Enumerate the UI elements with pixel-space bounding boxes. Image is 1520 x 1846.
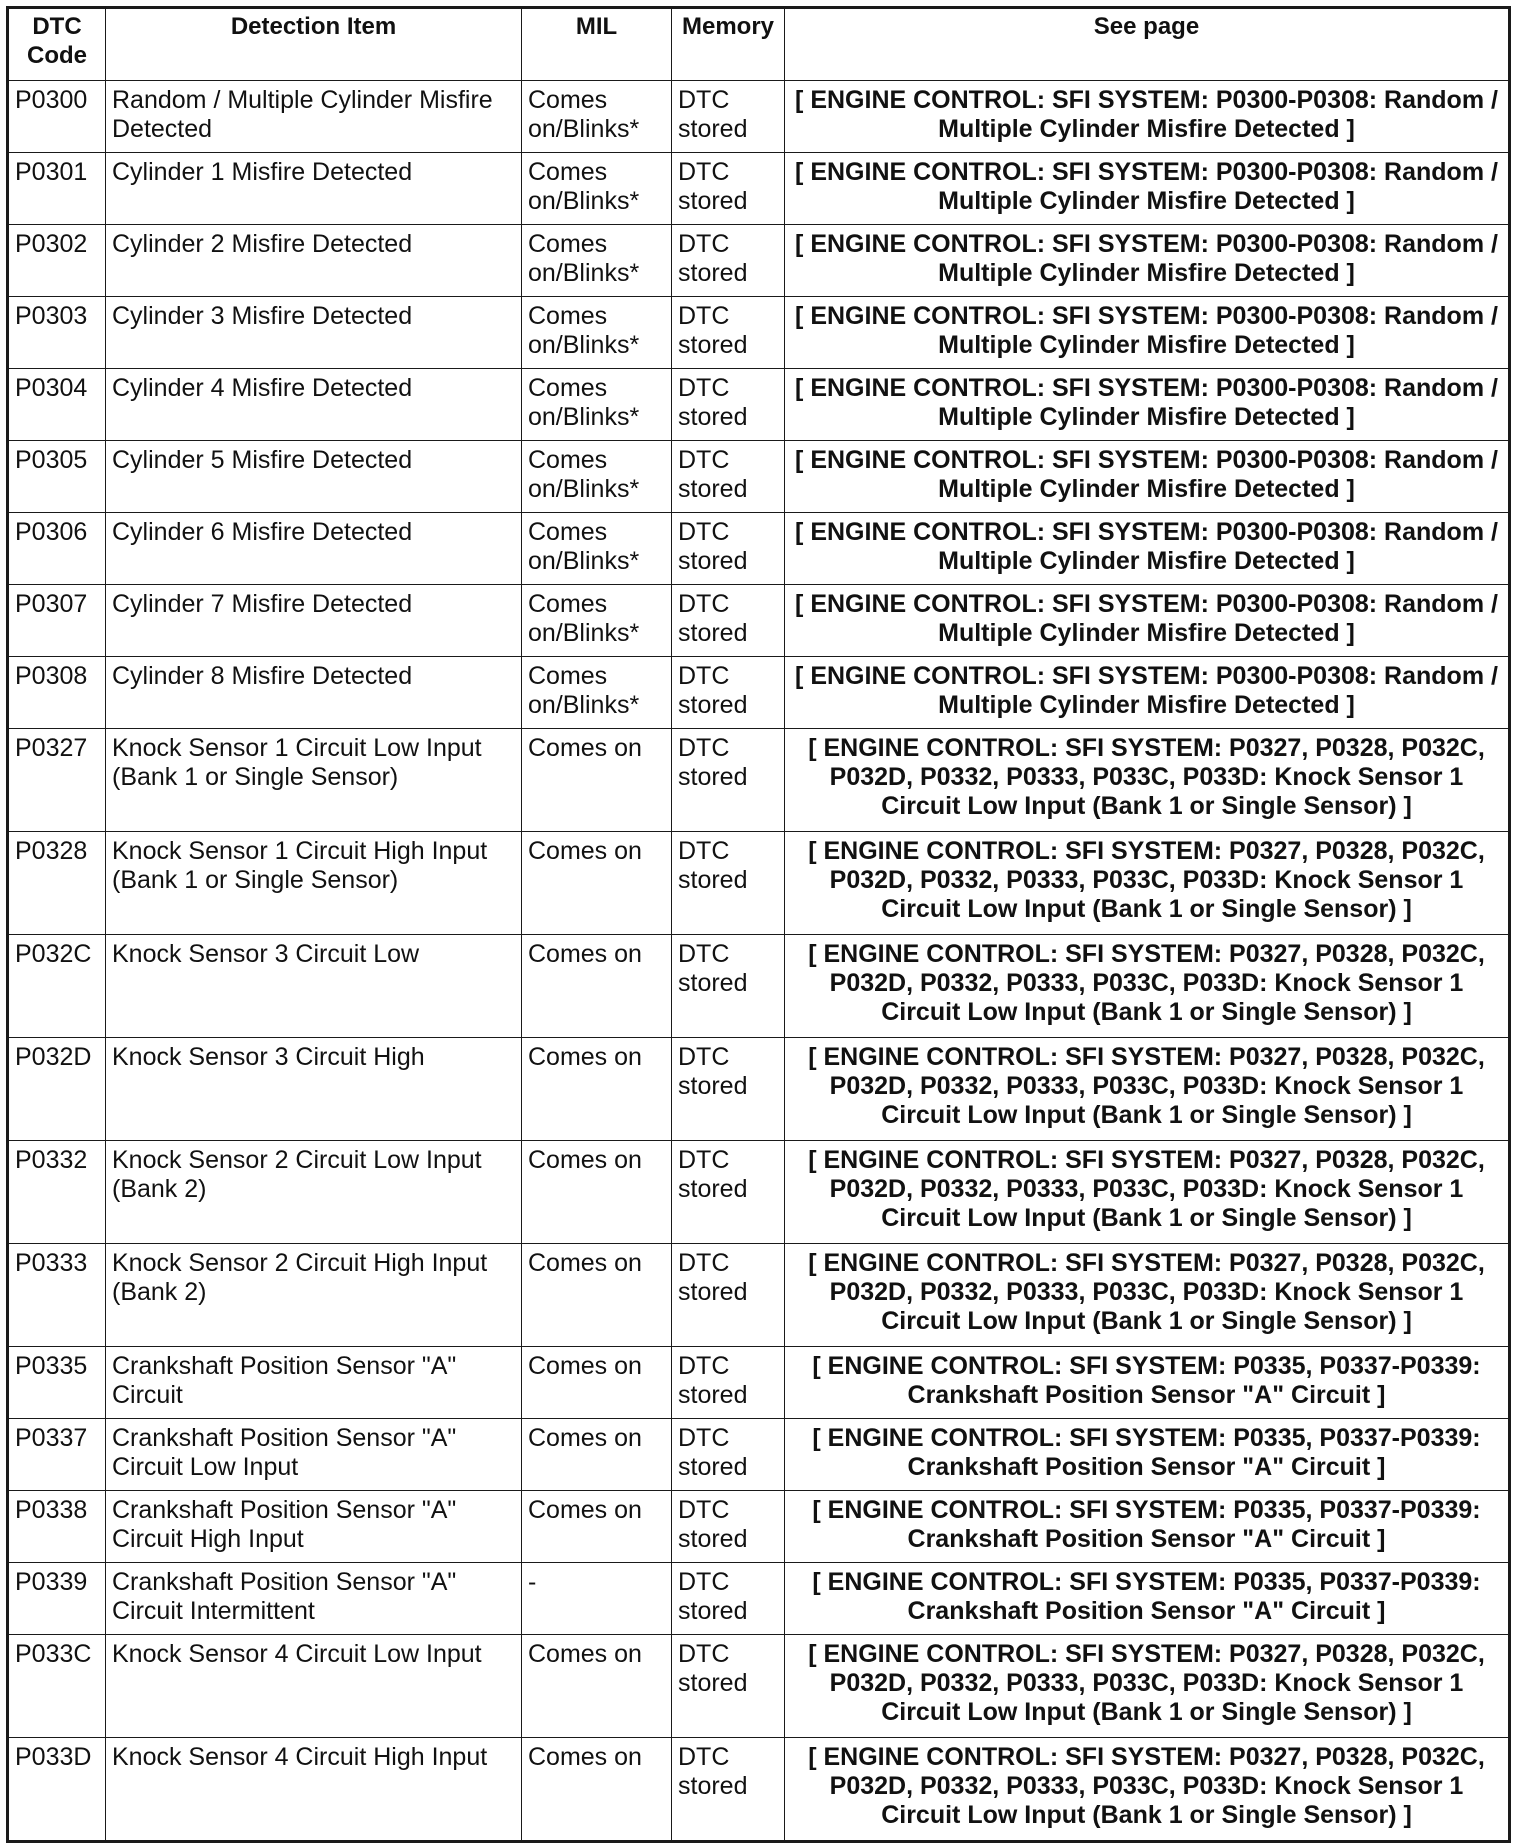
mil-cell: Comes on: [522, 1347, 672, 1419]
header-memory: Memory: [672, 8, 785, 81]
memory-cell: DTC stored: [672, 1563, 785, 1635]
table-row: [8, 1738, 1510, 1842]
dtc-table: [6, 6, 1511, 1843]
memory-cell: DTC stored: [672, 441, 785, 513]
see-page-link[interactable]: [ ENGINE CONTROL: SFI SYSTEM: P0300-P0308: Random / Multiple Cylinder Misfire Detected ]: [785, 225, 1510, 297]
detection-item-cell: Crankshaft Position Sensor "A" Circuit High Input: [106, 1491, 522, 1563]
table-row: [8, 1635, 1510, 1738]
header-mil: MIL: [522, 8, 672, 81]
table-row: [8, 657, 1510, 729]
memory-cell: DTC stored: [672, 832, 785, 935]
detection-item-cell: Cylinder 5 Misfire Detected: [106, 441, 522, 513]
table-row: [8, 153, 1510, 225]
detection-item-cell: Crankshaft Position Sensor "A" Circuit Intermittent: [106, 1563, 522, 1635]
detection-item-cell: Cylinder 3 Misfire Detected: [106, 297, 522, 369]
table-row: [8, 297, 1510, 369]
detection-item-cell: Knock Sensor 3 Circuit High: [106, 1038, 522, 1141]
mil-cell: Comes on: [522, 1038, 672, 1141]
mil-cell: Comes on: [522, 1419, 672, 1491]
dtc-code-cell: P0303: [8, 297, 106, 369]
memory-cell: DTC stored: [672, 1635, 785, 1738]
see-page-link[interactable]: [ ENGINE CONTROL: SFI SYSTEM: P0327, P0328, P032C, P032D, P0332, P0333, P033C, P033D: Knock Sensor 1 Circuit Low Input (Bank 1 or Single Sensor) ]: [785, 935, 1510, 1038]
see-page-link[interactable]: [ ENGINE CONTROL: SFI SYSTEM: P0300-P0308: Random / Multiple Cylinder Misfire Detected ]: [785, 513, 1510, 585]
mil-cell: Comes on/Blinks*: [522, 225, 672, 297]
table-row: [8, 225, 1510, 297]
memory-cell: DTC stored: [672, 1141, 785, 1244]
table-row: [8, 585, 1510, 657]
dtc-code-cell: P0307: [8, 585, 106, 657]
memory-cell: DTC stored: [672, 513, 785, 585]
table-row: [8, 513, 1510, 585]
table-row: [8, 1419, 1510, 1491]
dtc-code-cell: P0335: [8, 1347, 106, 1419]
dtc-code-cell: P0308: [8, 657, 106, 729]
detection-item-cell: Random / Multiple Cylinder Misfire Detected: [106, 81, 522, 153]
memory-cell: DTC stored: [672, 729, 785, 832]
detection-item-cell: Knock Sensor 4 Circuit High Input: [106, 1738, 522, 1842]
dtc-code-cell: P0306: [8, 513, 106, 585]
mil-cell: Comes on/Blinks*: [522, 513, 672, 585]
header-dtc-code: DTC Code: [8, 8, 106, 81]
mil-cell: Comes on: [522, 1635, 672, 1738]
see-page-link[interactable]: [ ENGINE CONTROL: SFI SYSTEM: P0300-P0308: Random / Multiple Cylinder Misfire Detected ]: [785, 585, 1510, 657]
table-row: [8, 832, 1510, 935]
detection-item-cell: Cylinder 8 Misfire Detected: [106, 657, 522, 729]
table-row: [8, 369, 1510, 441]
dtc-code-cell: P0302: [8, 225, 106, 297]
mil-cell: Comes on: [522, 1738, 672, 1842]
memory-cell: DTC stored: [672, 225, 785, 297]
memory-cell: DTC stored: [672, 1244, 785, 1347]
memory-cell: DTC stored: [672, 935, 785, 1038]
table-row: [8, 1038, 1510, 1141]
mil-cell: Comes on: [522, 832, 672, 935]
detection-item-cell: Cylinder 7 Misfire Detected: [106, 585, 522, 657]
mil-cell: Comes on: [522, 1491, 672, 1563]
dtc-code-cell: P033D: [8, 1738, 106, 1842]
mil-cell: Comes on/Blinks*: [522, 81, 672, 153]
header-detection-item: Detection Item: [106, 8, 522, 81]
mil-cell: Comes on: [522, 729, 672, 832]
dtc-code-cell: P0338: [8, 1491, 106, 1563]
table-row: [8, 1347, 1510, 1419]
detection-item-cell: Cylinder 2 Misfire Detected: [106, 225, 522, 297]
see-page-link[interactable]: [ ENGINE CONTROL: SFI SYSTEM: P0300-P0308: Random / Multiple Cylinder Misfire Detected ]: [785, 369, 1510, 441]
detection-item-cell: Crankshaft Position Sensor "A" Circuit Low Input: [106, 1419, 522, 1491]
mil-cell: Comes on: [522, 1141, 672, 1244]
see-page-link[interactable]: [ ENGINE CONTROL: SFI SYSTEM: P0300-P0308: Random / Multiple Cylinder Misfire Detected ]: [785, 81, 1510, 153]
detection-item-cell: Knock Sensor 1 Circuit Low Input (Bank 1 or Single Sensor): [106, 729, 522, 832]
memory-cell: DTC stored: [672, 1738, 785, 1842]
table-row: [8, 81, 1510, 153]
dtc-code-cell: P0304: [8, 369, 106, 441]
memory-cell: DTC stored: [672, 585, 785, 657]
mil-cell: Comes on/Blinks*: [522, 657, 672, 729]
memory-cell: DTC stored: [672, 153, 785, 225]
dtc-code-cell: P0301: [8, 153, 106, 225]
memory-cell: DTC stored: [672, 657, 785, 729]
memory-cell: DTC stored: [672, 369, 785, 441]
mil-cell: Comes on/Blinks*: [522, 441, 672, 513]
memory-cell: DTC stored: [672, 297, 785, 369]
detection-item-cell: Knock Sensor 1 Circuit High Input (Bank 1 or Single Sensor): [106, 832, 522, 935]
memory-cell: DTC stored: [672, 81, 785, 153]
detection-item-cell: Cylinder 4 Misfire Detected: [106, 369, 522, 441]
table-row: [8, 1141, 1510, 1244]
see-page-link[interactable]: [ ENGINE CONTROL: SFI SYSTEM: P0300-P0308: Random / Multiple Cylinder Misfire Detected ]: [785, 297, 1510, 369]
see-page-link[interactable]: [ ENGINE CONTROL: SFI SYSTEM: P0300-P0308: Random / Multiple Cylinder Misfire Detected ]: [785, 657, 1510, 729]
table-row: [8, 729, 1510, 832]
table-row: [8, 1563, 1510, 1635]
see-page-link[interactable]: [ ENGINE CONTROL: SFI SYSTEM: P0327, P0328, P032C, P032D, P0332, P0333, P033C, P033D: Knock Sensor 1 Circuit Low Input (Bank 1 or Single Sensor) ]: [785, 1244, 1510, 1347]
memory-cell: DTC stored: [672, 1347, 785, 1419]
memory-cell: DTC stored: [672, 1038, 785, 1141]
mil-cell: Comes on/Blinks*: [522, 585, 672, 657]
dtc-code-cell: P0328: [8, 832, 106, 935]
header-see-page: See page: [785, 8, 1510, 81]
dtc-code-cell: P032D: [8, 1038, 106, 1141]
see-page-link[interactable]: [ ENGINE CONTROL: SFI SYSTEM: P0327, P0328, P032C, P032D, P0332, P0333, P033C, P033D: Knock Sensor 1 Circuit Low Input (Bank 1 or Single Sensor) ]: [785, 1635, 1510, 1738]
see-page-link[interactable]: [ ENGINE CONTROL: SFI SYSTEM: P0327, P0328, P032C, P032D, P0332, P0333, P033C, P033D: Knock Sensor 1 Circuit Low Input (Bank 1 or Single Sensor) ]: [785, 1038, 1510, 1141]
table-header-row: [8, 8, 1510, 81]
table-body: [8, 81, 1510, 1842]
see-page-link[interactable]: [ ENGINE CONTROL: SFI SYSTEM: P0327, P0328, P032C, P032D, P0332, P0333, P033C, P033D: Knock Sensor 1 Circuit Low Input (Bank 1 or Single Sensor) ]: [785, 1141, 1510, 1244]
dtc-code-cell: P0305: [8, 441, 106, 513]
mil-cell: Comes on: [522, 1244, 672, 1347]
mil-cell: Comes on/Blinks*: [522, 297, 672, 369]
memory-cell: DTC stored: [672, 1491, 785, 1563]
dtc-code-cell: P0333: [8, 1244, 106, 1347]
dtc-code-cell: P032C: [8, 935, 106, 1038]
table-row: [8, 1244, 1510, 1347]
dtc-code-cell: P033C: [8, 1635, 106, 1738]
mil-cell: Comes on: [522, 935, 672, 1038]
detection-item-cell: Cylinder 1 Misfire Detected: [106, 153, 522, 225]
see-page-link[interactable]: [ ENGINE CONTROL: SFI SYSTEM: P0327, P0328, P032C, P032D, P0332, P0333, P033C, P033D: Knock Sensor 1 Circuit Low Input (Bank 1 or Single Sensor) ]: [785, 1738, 1510, 1842]
see-page-link[interactable]: [ ENGINE CONTROL: SFI SYSTEM: P0335, P0337-P0339: Crankshaft Position Sensor "A" Circuit ]: [785, 1347, 1510, 1419]
table-row: [8, 935, 1510, 1038]
see-page-link[interactable]: [ ENGINE CONTROL: SFI SYSTEM: P0335, P0337-P0339: Crankshaft Position Sensor "A" Circuit ]: [785, 1491, 1510, 1563]
dtc-code-cell: P0327: [8, 729, 106, 832]
detection-item-cell: Cylinder 6 Misfire Detected: [106, 513, 522, 585]
see-page-link[interactable]: [ ENGINE CONTROL: SFI SYSTEM: P0300-P0308: Random / Multiple Cylinder Misfire Detected ]: [785, 441, 1510, 513]
detection-item-cell: Knock Sensor 2 Circuit High Input (Bank 2): [106, 1244, 522, 1347]
dtc-code-cell: P0332: [8, 1141, 106, 1244]
dtc-code-cell: P0300: [8, 81, 106, 153]
see-page-link[interactable]: [ ENGINE CONTROL: SFI SYSTEM: P0300-P0308: Random / Multiple Cylinder Misfire Detected ]: [785, 153, 1510, 225]
see-page-link[interactable]: [ ENGINE CONTROL: SFI SYSTEM: P0335, P0337-P0339: Crankshaft Position Sensor "A" Circuit ]: [785, 1563, 1510, 1635]
detection-item-cell: Knock Sensor 4 Circuit Low Input: [106, 1635, 522, 1738]
see-page-link[interactable]: [ ENGINE CONTROL: SFI SYSTEM: P0327, P0328, P032C, P032D, P0332, P0333, P033C, P033D: Knock Sensor 1 Circuit Low Input (Bank 1 or Single Sensor) ]: [785, 832, 1510, 935]
table-row: [8, 1491, 1510, 1563]
mil-cell: Comes on/Blinks*: [522, 369, 672, 441]
see-page-link[interactable]: [ ENGINE CONTROL: SFI SYSTEM: P0335, P0337-P0339: Crankshaft Position Sensor "A" Circuit ]: [785, 1419, 1510, 1491]
detection-item-cell: Knock Sensor 3 Circuit Low: [106, 935, 522, 1038]
mil-cell: Comes on/Blinks*: [522, 153, 672, 225]
detection-item-cell: Crankshaft Position Sensor "A" Circuit: [106, 1347, 522, 1419]
see-page-link[interactable]: [ ENGINE CONTROL: SFI SYSTEM: P0327, P0328, P032C, P032D, P0332, P0333, P033C, P033D: Knock Sensor 1 Circuit Low Input (Bank 1 or Single Sensor) ]: [785, 729, 1510, 832]
mil-cell: -: [522, 1563, 672, 1635]
dtc-code-cell: P0339: [8, 1563, 106, 1635]
table-row: [8, 441, 1510, 513]
memory-cell: DTC stored: [672, 1419, 785, 1491]
detection-item-cell: Knock Sensor 2 Circuit Low Input (Bank 2): [106, 1141, 522, 1244]
dtc-code-cell: P0337: [8, 1419, 106, 1491]
